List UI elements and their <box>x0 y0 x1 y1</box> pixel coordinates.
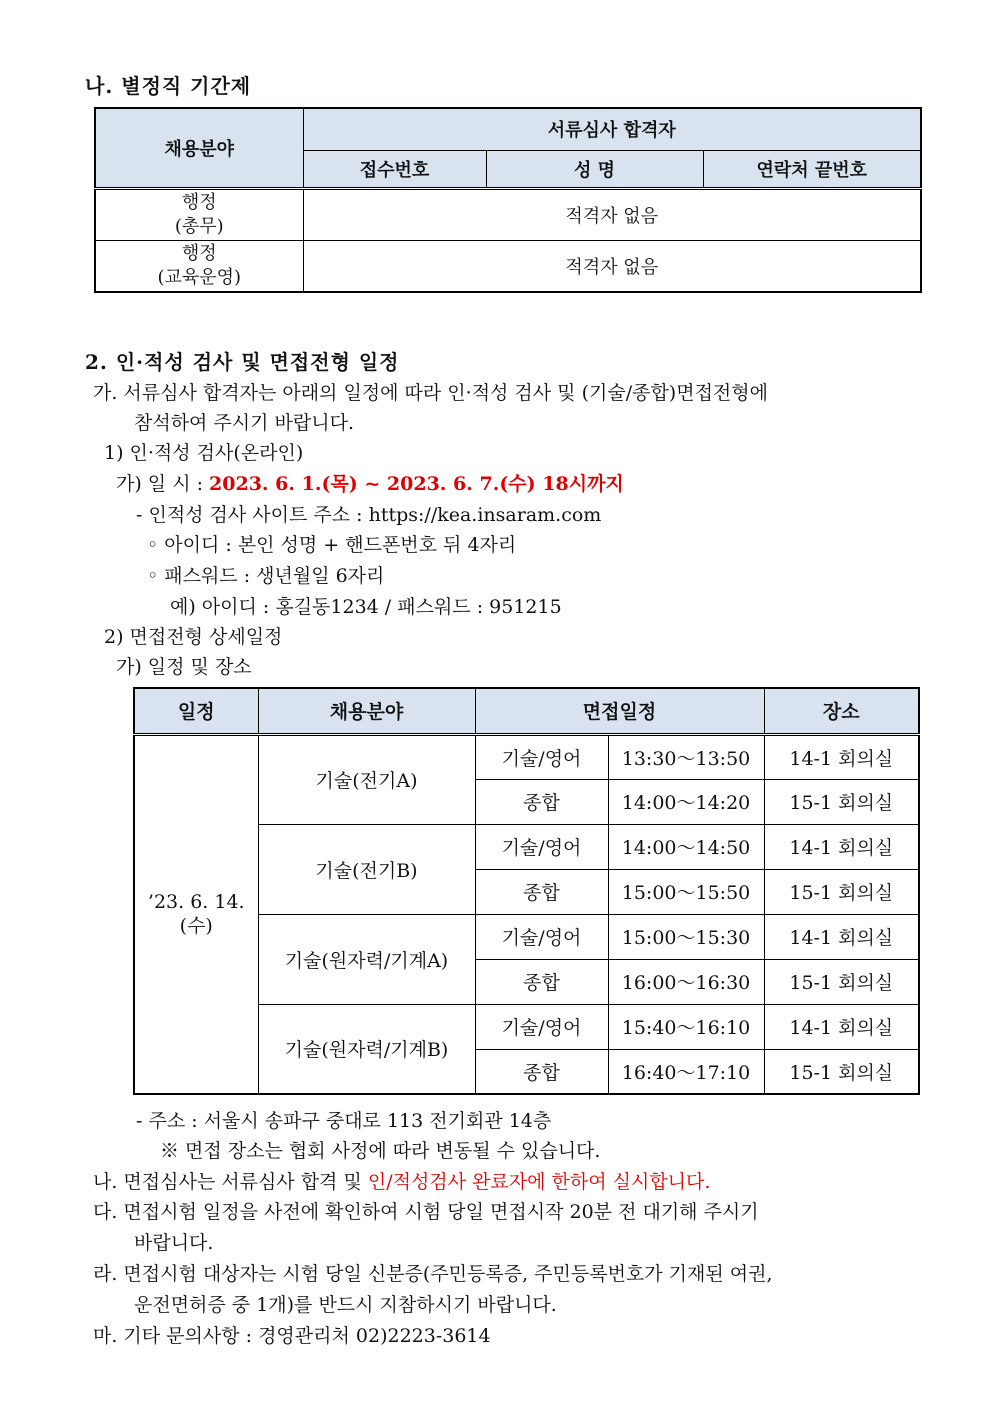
date-cell: ’23. 6. 14. (수) <box>134 734 258 1094</box>
field-cell: 기술(원자력/기계A) <box>258 914 475 1004</box>
item2-subtitle: 가) 일정 및 장소 <box>116 656 252 678</box>
session-place: 15-1 회의실 <box>764 869 919 914</box>
session-type: 기술/영어 <box>475 824 608 869</box>
section-title-schedule: 2. 인·적성 검사 및 면접전형 일정 <box>85 350 400 374</box>
session-time: 15:00～15:30 <box>608 914 764 959</box>
field-cell: 기술(전기B) <box>258 824 475 914</box>
item1-example: 예) 아이디 : 홍길동1234 / 패스워드 : 951215 <box>170 596 562 618</box>
session-place: 14-1 회의실 <box>764 824 919 869</box>
paragraph-ga-line1: 가. 서류심사 합격자는 아래의 일정에 따라 인·적성 검사 및 (기술/종합)면접전형에 <box>93 382 768 404</box>
paragraph-ra-line2: 운전면허증 중 1개)를 반드시 지참하시기 바랍니다. <box>134 1294 557 1316</box>
paragraph-da-line2: 바랍니다. <box>134 1232 214 1254</box>
session-time: 15:00～15:50 <box>608 869 764 914</box>
header-interview: 면접일정 <box>475 688 764 734</box>
header-field: 채용분야 <box>95 108 303 188</box>
session-place: 14-1 회의실 <box>764 734 919 779</box>
header-place: 장소 <box>764 688 919 734</box>
table-row <box>95 240 921 292</box>
document-screening-table <box>94 107 922 293</box>
header-receipt-number: 접수번호 <box>303 150 486 188</box>
session-time: 15:40～16:10 <box>608 1004 764 1049</box>
session-place: 15-1 회의실 <box>764 959 919 1004</box>
session-type: 종합 <box>475 959 608 1004</box>
table-row <box>95 188 921 240</box>
session-time: 14:00～14:20 <box>608 779 764 824</box>
header-phone-suffix: 연락처 끝번호 <box>703 150 921 188</box>
session-type: 기술/영어 <box>475 734 608 779</box>
item2-title: 2) 면접전형 상세일정 <box>104 626 283 648</box>
result-cell: 적격자 없음 <box>303 188 921 240</box>
field-cell: 행정 (총무) <box>95 188 303 240</box>
table-row <box>134 734 919 779</box>
address-note: ※ 면접 장소는 협회 사정에 따라 변동될 수 있습니다. <box>160 1140 601 1162</box>
header-name: 성 명 <box>486 150 703 188</box>
item1-site: - 인적성 검사 사이트 주소 : https://kea.insaram.com <box>136 504 602 526</box>
session-time: 14:00～14:50 <box>608 824 764 869</box>
field-cell: 행정 (교육운영) <box>95 240 303 292</box>
paragraph-ra-line1: 라. 면접시험 대상자는 시험 당일 신분증(주민등록증, 주민등록번호가 기재된 여권, <box>93 1263 773 1285</box>
session-type: 종합 <box>475 869 608 914</box>
item1-date: 가) 일 시 : 2023. 6. 1.(목) ~ 2023. 6. 7.(수) 18시까지 <box>116 473 624 495</box>
header-field: 채용분야 <box>258 688 475 734</box>
paragraph-na-highlight: 인/적성검사 완료자에 한하여 실시합니다. <box>367 1171 711 1193</box>
paragraph-ga-line2: 참석하여 주시기 바랍니다. <box>134 412 355 434</box>
field-cell: 기술(원자력/기계B) <box>258 1004 475 1094</box>
session-place: 15-1 회의실 <box>764 1049 919 1094</box>
session-time: 16:00～16:30 <box>608 959 764 1004</box>
section-title-contract: 나. 별정직 기간제 <box>85 74 252 98</box>
session-place: 14-1 회의실 <box>764 1004 919 1049</box>
session-time: 16:40～17:10 <box>608 1049 764 1094</box>
session-place: 14-1 회의실 <box>764 914 919 959</box>
field-cell: 기술(전기A) <box>258 734 475 824</box>
item1-password: ◦ 패스워드 : 생년월일 6자리 <box>147 565 385 587</box>
header-date: 일정 <box>134 688 258 734</box>
session-type: 종합 <box>475 1049 608 1094</box>
header-passers: 서류심사 합격자 <box>303 108 921 150</box>
session-type: 기술/영어 <box>475 1004 608 1049</box>
item1-id: ◦ 아이디 : 본인 성명 + 핸드폰번호 뒤 4자리 <box>147 534 517 556</box>
session-time: 13:30～13:50 <box>608 734 764 779</box>
item1-title: 1) 인·적성 검사(온라인) <box>104 442 304 464</box>
session-type: 종합 <box>475 779 608 824</box>
item1-date-value: 2023. 6. 1.(목) ~ 2023. 6. 7.(수) 18시까지 <box>209 473 624 495</box>
paragraph-ma: 마. 기타 문의사항 : 경영관리처 02)2223-3614 <box>93 1325 491 1347</box>
session-place: 15-1 회의실 <box>764 779 919 824</box>
paragraph-da-line1: 다. 면접시험 일정을 사전에 확인하여 시험 당일 면접시작 20분 전 대기해 주시기 <box>93 1201 759 1223</box>
result-cell: 적격자 없음 <box>303 240 921 292</box>
paragraph-na: 나. 면접심사는 서류심사 합격 및 인/적성검사 완료자에 한하여 실시합니다. <box>93 1171 711 1193</box>
interview-schedule-table <box>133 687 920 1095</box>
session-type: 기술/영어 <box>475 914 608 959</box>
address: - 주소 : 서울시 송파구 중대로 113 전기회관 14층 <box>136 1110 552 1132</box>
